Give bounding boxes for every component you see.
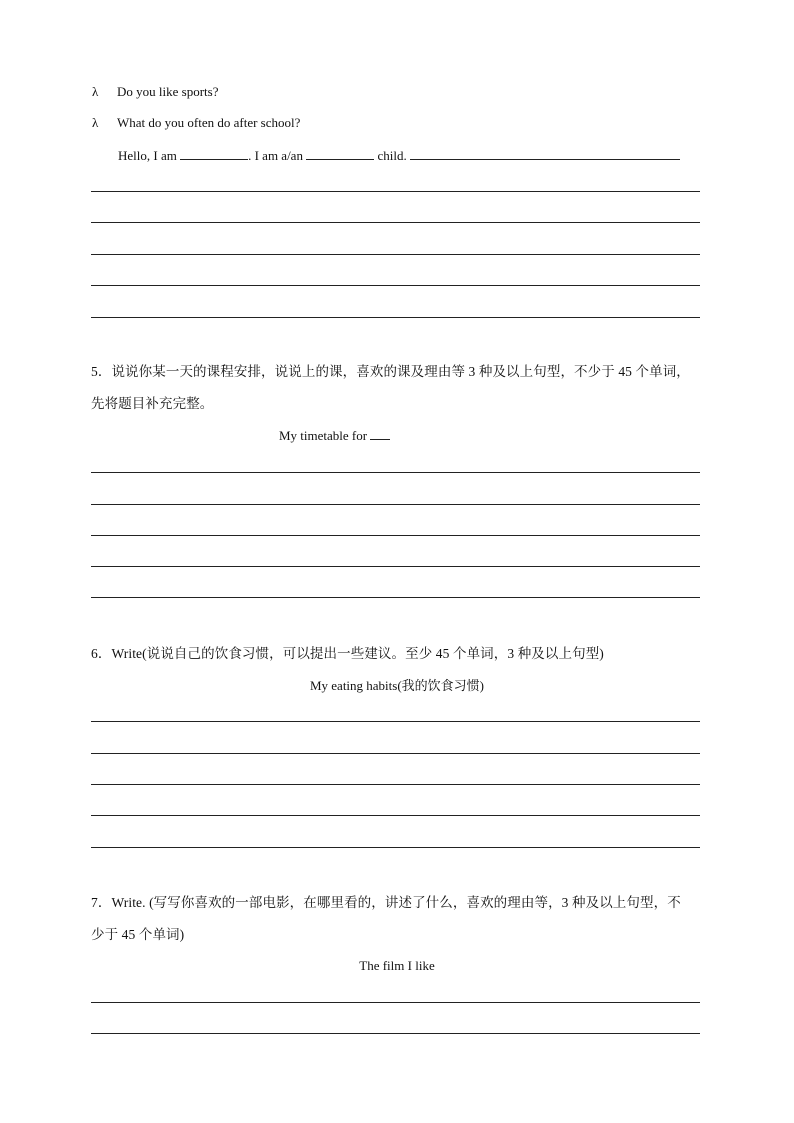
writing-line[interactable] bbox=[91, 597, 700, 598]
question-5-text: 5．说说你某一天的课程安排，说说上的课，喜欢的课及理由等 3 种及以上句型，不少于 45 个单词， bbox=[91, 364, 690, 379]
writing-line[interactable] bbox=[91, 472, 700, 473]
question-7-text: 7．Write. (写写你喜欢的一部电影，在哪里看的，讲述了什么，喜欢的理由等，3 种及以上句型，不 bbox=[91, 895, 681, 910]
writing-line[interactable] bbox=[91, 753, 700, 754]
q5-title bbox=[279, 427, 390, 444]
intro-part-1: Hello, I am bbox=[118, 148, 177, 163]
q7-title: The film I like bbox=[359, 958, 435, 973]
intro-sentence bbox=[118, 147, 680, 164]
q6-title: My eating habits(我的饮食习惯) bbox=[309, 678, 485, 693]
writing-line[interactable] bbox=[91, 1033, 700, 1034]
timetable-day-blank[interactable] bbox=[370, 427, 390, 440]
question-6-text: 6．Write(说说自己的饮食习惯，可以提出一些建议。至少 45 个单词，3 种及以上句型) bbox=[91, 646, 604, 661]
writing-line[interactable] bbox=[91, 721, 700, 722]
intro-part-2: . I am a/an bbox=[248, 148, 303, 163]
question-5-text-cont: 先将题目补充完整。 bbox=[91, 396, 214, 411]
writing-line[interactable] bbox=[91, 222, 700, 223]
writing-line[interactable] bbox=[91, 535, 700, 536]
writing-line[interactable] bbox=[91, 815, 700, 816]
q5-title-text: My timetable for bbox=[279, 428, 368, 443]
writing-line[interactable] bbox=[91, 317, 700, 318]
bullet-marker: λ bbox=[92, 84, 99, 99]
writing-line[interactable] bbox=[91, 191, 700, 192]
adjective-blank[interactable] bbox=[306, 147, 374, 160]
writing-line[interactable] bbox=[91, 784, 700, 785]
writing-line[interactable] bbox=[91, 566, 700, 567]
prompt-sports: Do you like sports? bbox=[117, 84, 219, 99]
writing-line[interactable] bbox=[91, 285, 700, 286]
name-blank[interactable] bbox=[180, 147, 248, 160]
writing-line[interactable] bbox=[91, 254, 700, 255]
bullet-marker: λ bbox=[92, 115, 99, 130]
prompt-after-school: What do you often do after school? bbox=[117, 115, 301, 130]
continuation-blank[interactable] bbox=[410, 147, 680, 160]
writing-line[interactable] bbox=[91, 847, 700, 848]
question-7-text-cont: 少于 45 个单词) bbox=[91, 927, 185, 942]
writing-line[interactable] bbox=[91, 504, 700, 505]
writing-line[interactable] bbox=[91, 1002, 700, 1003]
intro-part-3: child. bbox=[377, 148, 407, 163]
